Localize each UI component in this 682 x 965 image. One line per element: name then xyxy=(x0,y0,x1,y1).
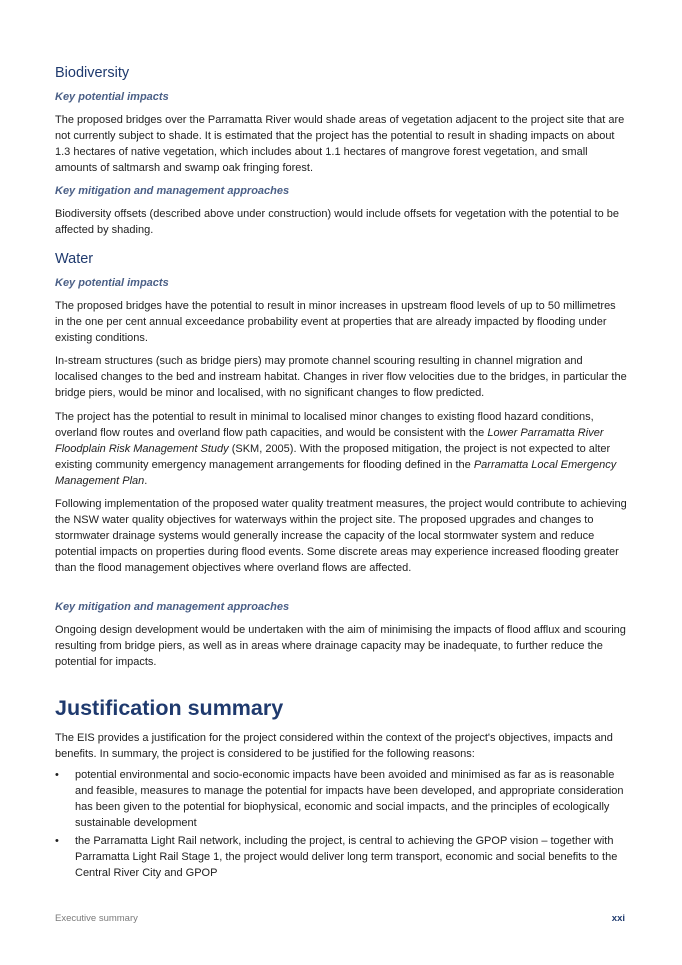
biodiversity-heading: Biodiversity xyxy=(55,65,130,81)
water-p3-text-a: The project has the potential to result in minimal to localised minor changes to existing flood hazard conditions, overland flow routes and overland flow path capacities, and would be consistent with the xyxy=(55,411,594,439)
footer-page-number: xxi xyxy=(611,913,625,924)
water-p3-text-c: . xyxy=(144,475,148,487)
water-paragraph-3 xyxy=(55,409,627,489)
water-mitigation-subheading: Key mitigation and management approaches xyxy=(55,601,290,613)
biodiversity-impacts-paragraph: The proposed bridges over the Parramatta River would shade areas of vegetation adjacent to the project site that are not currently subject to shade. It is estimated that the project has the potential to result in shading impacts on about 1.3 hectares of native vegetation, which includes about 1.1 hectares of mangrove forest vegetation, and small amounts of saltmarsh and swamp oak fringing forest. xyxy=(55,114,625,174)
water-p3-text-b: (SKM, 2005). With the proposed mitigation, the project is not expected to alter existing community emergency management arrangements for flooding defined in the xyxy=(55,443,611,471)
water-paragraph-2: In-stream structures (such as bridge piers) may promote channel scouring resulting in channel migration and localised changes to the bed and instream habitat. Changes in river flow velocities due to the bridges, in particular the bridge piers, would be minor and localised, with no significant changes to flow predicted. xyxy=(55,355,627,399)
justification-intro: The EIS provides a justification for the project considered within the context of the project's objectives, impacts and benefits. In summary, the project is considered to be justified for the following reasons: xyxy=(55,732,613,760)
bullet-text: potential environmental and socio-economic impacts have been avoided and minimised as far as is reasonable and feasible, measures to manage the potential for impacts have been developed, and appropriate consideration has been given to the potential for biophysical, economic and social impacts, and the principles of ecologically sustainable development xyxy=(75,769,624,829)
footer-section-name: Executive summary xyxy=(55,913,138,924)
water-heading: Water xyxy=(55,251,94,267)
justification-bullet-1 xyxy=(55,767,627,831)
bullet-marker: • xyxy=(55,835,59,847)
water-paragraph-4: Following implementation of the proposed water quality treatment measures, the project would contribute to achieving the NSW water quality objectives for waterways within the project site. The proposed upgrades and changes to stormwater drainage systems would generally increase the capacity of the local stormwater system and reduce potential impacts on properties during flood events. Some discrete areas may experience increased flooding greater than the flood management objectives where overland flows are affected. xyxy=(55,498,627,574)
water-p3-study-title: Lower Parramatta River Floodplain Risk Management Study xyxy=(55,427,604,455)
justification-heading: Justification summary xyxy=(55,696,284,720)
bullet-marker: • xyxy=(55,769,59,781)
biodiversity-mitigation-paragraph: Biodiversity offsets (described above under construction) would include offsets for vegetation with the potential to be affected by shading. xyxy=(55,208,619,236)
water-p3-plan-title: Parramatta Local Emergency Management Plan xyxy=(55,459,617,487)
water-impacts-subheading: Key potential impacts xyxy=(55,277,169,289)
biodiversity-mitigation-subheading: Key mitigation and management approaches xyxy=(55,185,290,197)
water-paragraph-1: The proposed bridges have the potential to result in minor increases in upstream flood levels of up to 50 millimetres in the one per cent annual exceedance probability event at properties that are already impacted by flooding under existing conditions. xyxy=(55,300,616,344)
biodiversity-impacts-subheading: Key potential impacts xyxy=(55,91,169,103)
water-mitigation-paragraph: Ongoing design development would be undertaken with the aim of minimising the impacts of flood afflux and scouring resulting from bridge piers, as well as in areas where drainage capacity may be inadequate, to further reduce the potential for impacts. xyxy=(55,624,626,668)
justification-bullet-2 xyxy=(55,833,627,881)
bullet-text: the Parramatta Light Rail network, including the project, is central to achieving the GPOP vision – together with Parramatta Light Rail Stage 1, the project would deliver long term transport, economic and social benefits to the Central River City and GPOP xyxy=(75,835,618,879)
